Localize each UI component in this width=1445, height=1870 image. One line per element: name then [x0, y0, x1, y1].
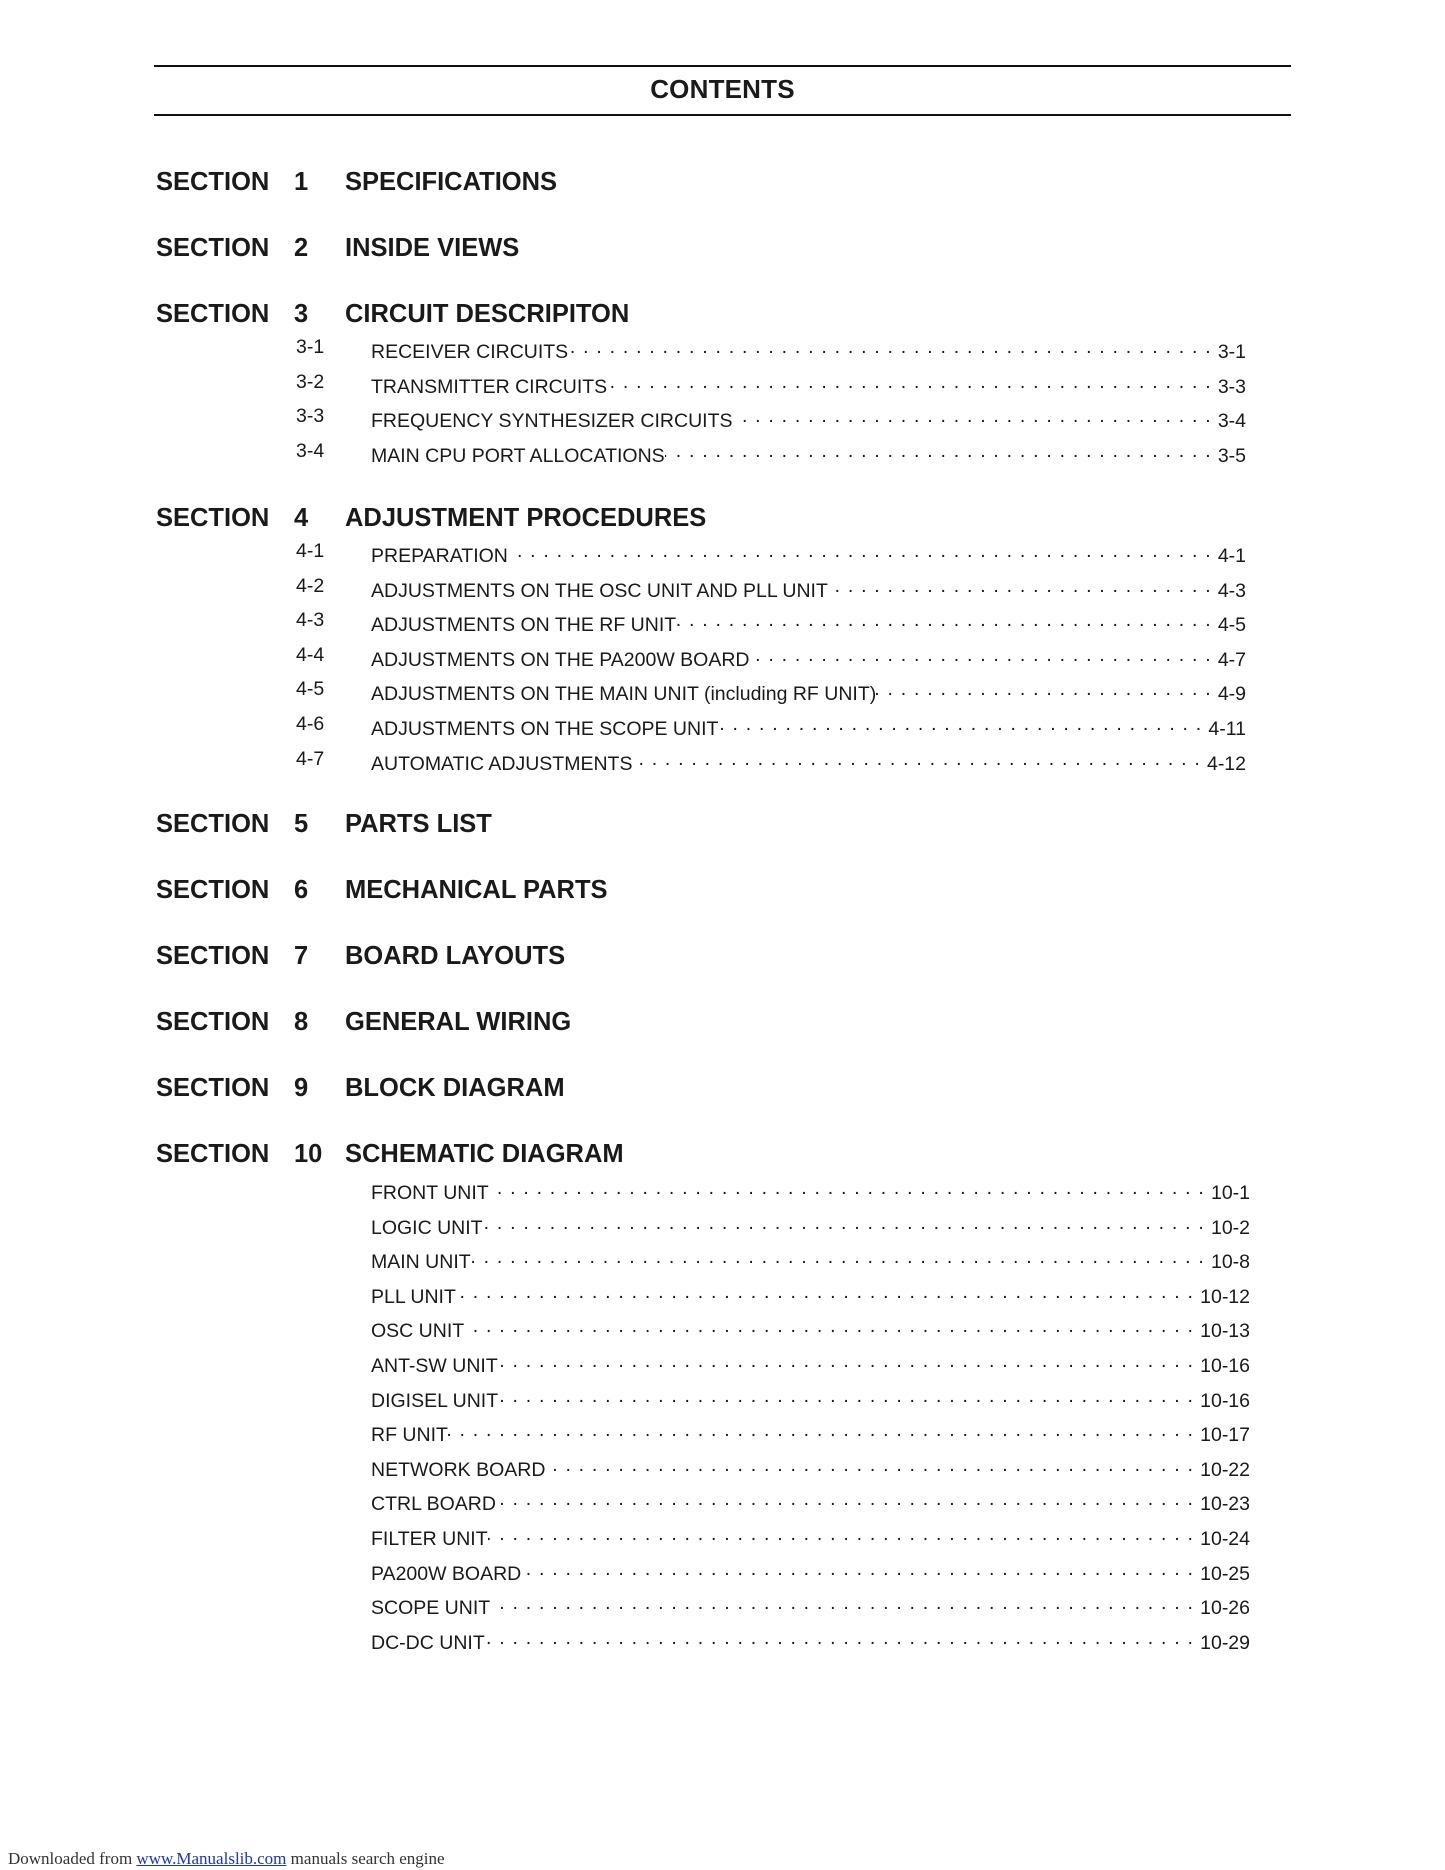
page-title: CONTENTS [650, 74, 795, 104]
entry-title: DC-DC UNIT [371, 1631, 485, 1654]
toc-entry[interactable] [296, 644, 1246, 670]
toc-entry[interactable] [296, 1558, 1250, 1584]
entry-title: LOGIC UNIT [371, 1216, 483, 1239]
section-label: SECTION [156, 300, 270, 328]
entry-page: 4-3 [1217, 579, 1246, 602]
entry-page: 3-3 [1217, 375, 1246, 398]
entry-leader [371, 1454, 1250, 1480]
entry-leader [371, 1592, 1250, 1618]
dot-leader [464, 1315, 1194, 1337]
dot-leader [496, 1488, 1194, 1510]
entry-leader [371, 1419, 1250, 1445]
dot-leader [733, 405, 1212, 427]
section-label: SECTION [156, 1008, 270, 1036]
entry-leader [371, 575, 1246, 601]
section-title: MECHANICAL PARTS [345, 876, 608, 904]
dot-leader [828, 575, 1212, 597]
section-label: SECTION [156, 810, 270, 838]
section-heading[interactable] [156, 168, 1256, 200]
entry-title: NETWORK BOARD [371, 1458, 546, 1481]
toc-entry[interactable] [296, 713, 1246, 739]
section-label: SECTION [156, 168, 270, 196]
entry-title: OSC UNIT [371, 1320, 465, 1343]
section-number: 3 [294, 300, 309, 328]
toc-entry[interactable] [296, 609, 1246, 635]
entry-number: 3-1 [296, 336, 325, 358]
toc-entry[interactable] [296, 1350, 1250, 1376]
section-number: 10 [294, 1140, 323, 1168]
entry-leader [371, 1385, 1250, 1411]
section-title: CIRCUIT DESCRIPITON [345, 300, 630, 328]
toc-entry[interactable] [296, 1281, 1250, 1307]
entry-page: 4-9 [1217, 683, 1246, 706]
entry-leader [371, 440, 1246, 466]
entry-title: MAIN CPU PORT ALLOCATIONS [371, 444, 665, 467]
entry-page: 10-2 [1210, 1216, 1250, 1239]
entry-title: SCOPE UNIT [371, 1597, 491, 1620]
entry-number: 3-4 [296, 439, 325, 462]
section-title: PARTS LIST [345, 810, 492, 838]
section-title: ADJUSTMENT PROCEDURES [345, 504, 707, 532]
toc-entry[interactable] [296, 1246, 1250, 1272]
entry-leader [371, 336, 1246, 362]
entry-leader [371, 1350, 1250, 1376]
dot-leader [471, 1246, 1205, 1268]
toc-entry[interactable] [296, 1488, 1250, 1514]
dot-leader [607, 371, 1212, 393]
entry-number: 4-5 [296, 678, 325, 701]
entry-title: ADJUSTMENTS ON THE PA200W BOARD [371, 648, 750, 671]
entry-leader [371, 1177, 1250, 1203]
title-underline [154, 114, 1291, 116]
entry-page: 10-26 [1200, 1597, 1250, 1620]
footer [8, 1849, 445, 1869]
dot-leader [448, 1419, 1194, 1441]
toc-entry[interactable] [296, 575, 1246, 601]
entry-title: ADJUSTMENTS ON THE SCOPE UNIT [371, 718, 719, 740]
section-heading[interactable] [156, 810, 1256, 842]
section-number: 6 [294, 876, 309, 904]
entry-title: FILTER UNIT [371, 1528, 488, 1550]
section-number: 7 [294, 942, 309, 970]
entry-leader [371, 1488, 1250, 1514]
entry-page: 4-1 [1217, 545, 1246, 567]
entry-page: 10-12 [1200, 1285, 1250, 1308]
toc-entry[interactable] [296, 1212, 1250, 1238]
entry-leader [371, 678, 1246, 704]
section-number: 1 [294, 168, 309, 196]
entry-title: ANT-SW UNIT [371, 1355, 498, 1377]
section-title: INSIDE VIEWS [345, 234, 520, 262]
entry-page: 10-16 [1200, 1355, 1250, 1377]
entry-title: ADJUSTMENTS ON THE RF UNIT [371, 614, 677, 637]
entry-page: 3-4 [1217, 410, 1246, 433]
toc-entry[interactable] [296, 1315, 1250, 1341]
dot-leader [632, 748, 1201, 770]
dot-leader [490, 1592, 1194, 1614]
entry-leader [371, 748, 1246, 774]
section-title: BLOCK DIAGRAM [345, 1074, 565, 1102]
dot-leader [750, 644, 1212, 666]
entry-leader [371, 1558, 1250, 1584]
entry-page: 10-1 [1210, 1182, 1250, 1204]
section-title: SPECIFICATIONS [345, 168, 558, 196]
entry-page: 10-29 [1200, 1631, 1250, 1654]
entry-page: 4-5 [1217, 614, 1246, 637]
entry-leader [371, 644, 1246, 670]
entry-page: 10-24 [1200, 1528, 1250, 1550]
top-rule [154, 65, 1291, 67]
entry-page: 4-7 [1217, 648, 1246, 671]
dot-leader [718, 713, 1202, 735]
section-heading[interactable] [156, 504, 1256, 536]
entry-page: 10-25 [1200, 1562, 1250, 1585]
section-title: SCHEMATIC DIAGRAM [345, 1140, 624, 1168]
dot-leader [485, 1627, 1194, 1649]
entry-number: 4-6 [296, 713, 325, 735]
entry-page: 4-11 [1208, 718, 1246, 740]
toc-entry[interactable] [296, 336, 1246, 362]
dot-leader [665, 440, 1212, 462]
toc-entry[interactable] [296, 1627, 1250, 1653]
entry-title: MAIN UNIT [371, 1251, 471, 1274]
entry-number: 4-2 [296, 574, 325, 597]
entry-leader [371, 405, 1246, 431]
toc-entry[interactable] [296, 540, 1246, 566]
toc-entry[interactable] [296, 678, 1246, 704]
entry-title: RECEIVER CIRCUITS [371, 341, 569, 363]
entry-leader [371, 540, 1246, 566]
toc-entry[interactable] [296, 440, 1246, 466]
section-label: SECTION [156, 234, 270, 262]
dot-leader [508, 540, 1212, 562]
toc-entry[interactable] [296, 1385, 1250, 1411]
entry-leader [371, 1212, 1250, 1238]
entry-leader [371, 1315, 1250, 1341]
section-heading[interactable] [156, 942, 1256, 974]
entry-title: FRONT UNIT [371, 1182, 489, 1204]
toc-entry[interactable] [296, 405, 1246, 431]
entry-number: 4-7 [296, 747, 325, 770]
toc-entry[interactable] [296, 1177, 1250, 1203]
toc-entry[interactable] [296, 371, 1246, 397]
entry-page: 10-16 [1200, 1389, 1250, 1412]
dot-leader [483, 1212, 1205, 1234]
entry-title: PLL UNIT [371, 1285, 456, 1308]
section-label: SECTION [156, 942, 270, 970]
section-number: 8 [294, 1008, 309, 1036]
entry-page: 10-13 [1200, 1320, 1250, 1343]
section-title: GENERAL WIRING [345, 1008, 572, 1036]
manualslib-link[interactable]: www.Manualslib.com [136, 1849, 287, 1868]
entry-title: DIGISEL UNIT [371, 1389, 499, 1412]
dot-leader [568, 336, 1212, 358]
toc-entry[interactable] [296, 1454, 1250, 1480]
section-number: 4 [294, 504, 309, 532]
section-heading[interactable] [156, 1074, 1256, 1106]
entry-leader [371, 1523, 1250, 1549]
entry-leader [371, 1627, 1250, 1653]
entry-title: PREPARATION [371, 545, 508, 567]
entry-page: 10-22 [1200, 1458, 1250, 1481]
entry-title: ADJUSTMENTS ON THE OSC UNIT AND PLL UNIT [371, 579, 828, 602]
toc-entry[interactable] [296, 748, 1246, 774]
entry-leader [371, 1281, 1250, 1307]
section-number: 5 [294, 810, 309, 838]
section-label: SECTION [156, 1074, 270, 1102]
entry-page: 3-5 [1217, 444, 1246, 467]
section-number: 2 [294, 234, 309, 262]
section-heading[interactable] [156, 1140, 1256, 1172]
entry-title: TRANSMITTER CIRCUITS [371, 375, 608, 398]
entry-number: 4-4 [296, 643, 325, 666]
footer-suffix: manuals search engine [290, 1849, 445, 1868]
entry-title: ADJUSTMENTS ON THE MAIN UNIT (including RF UNIT) [371, 683, 877, 706]
entry-number: 4-1 [296, 540, 325, 562]
section-heading[interactable] [156, 300, 1256, 332]
dot-leader [488, 1523, 1194, 1545]
entry-number: 4-3 [296, 609, 325, 632]
section-label: SECTION [156, 504, 270, 532]
section-title: BOARD LAYOUTS [345, 942, 566, 970]
dot-leader [456, 1281, 1194, 1303]
entry-leader [371, 713, 1246, 739]
entry-title: RF UNIT [371, 1424, 448, 1447]
dot-leader [545, 1454, 1194, 1476]
dot-leader [521, 1558, 1194, 1580]
entry-page: 4-12 [1206, 752, 1246, 775]
section-label: SECTION [156, 876, 270, 904]
dot-leader [489, 1177, 1205, 1199]
entry-page: 10-23 [1200, 1493, 1250, 1516]
section-heading[interactable] [156, 234, 1256, 266]
entry-page: 3-1 [1217, 341, 1246, 363]
entry-number: 3-2 [296, 370, 325, 393]
entry-leader [371, 1246, 1250, 1272]
section-label: SECTION [156, 1140, 270, 1168]
entry-number: 3-3 [296, 405, 325, 428]
toc-entry[interactable] [296, 1419, 1250, 1445]
dot-leader [676, 609, 1212, 631]
dot-leader [498, 1385, 1194, 1407]
entry-page: 10-17 [1200, 1424, 1250, 1447]
section-heading[interactable] [156, 1008, 1256, 1040]
entry-leader [371, 371, 1246, 397]
toc-entry[interactable] [296, 1523, 1250, 1549]
dot-leader [498, 1350, 1194, 1372]
section-number: 9 [294, 1074, 309, 1102]
entry-leader [371, 609, 1246, 635]
section-heading[interactable] [156, 876, 1256, 908]
footer-prefix: Downloaded from [8, 1849, 133, 1868]
dot-leader [876, 678, 1212, 700]
entry-title: AUTOMATIC ADJUSTMENTS [371, 752, 633, 775]
entry-title: FREQUENCY SYNTHESIZER CIRCUITS [371, 410, 733, 433]
entry-title: PA200W BOARD [371, 1562, 522, 1585]
entry-title: CTRL BOARD [371, 1493, 496, 1516]
entry-page: 10-8 [1210, 1251, 1250, 1274]
toc-entry[interactable] [296, 1592, 1250, 1618]
